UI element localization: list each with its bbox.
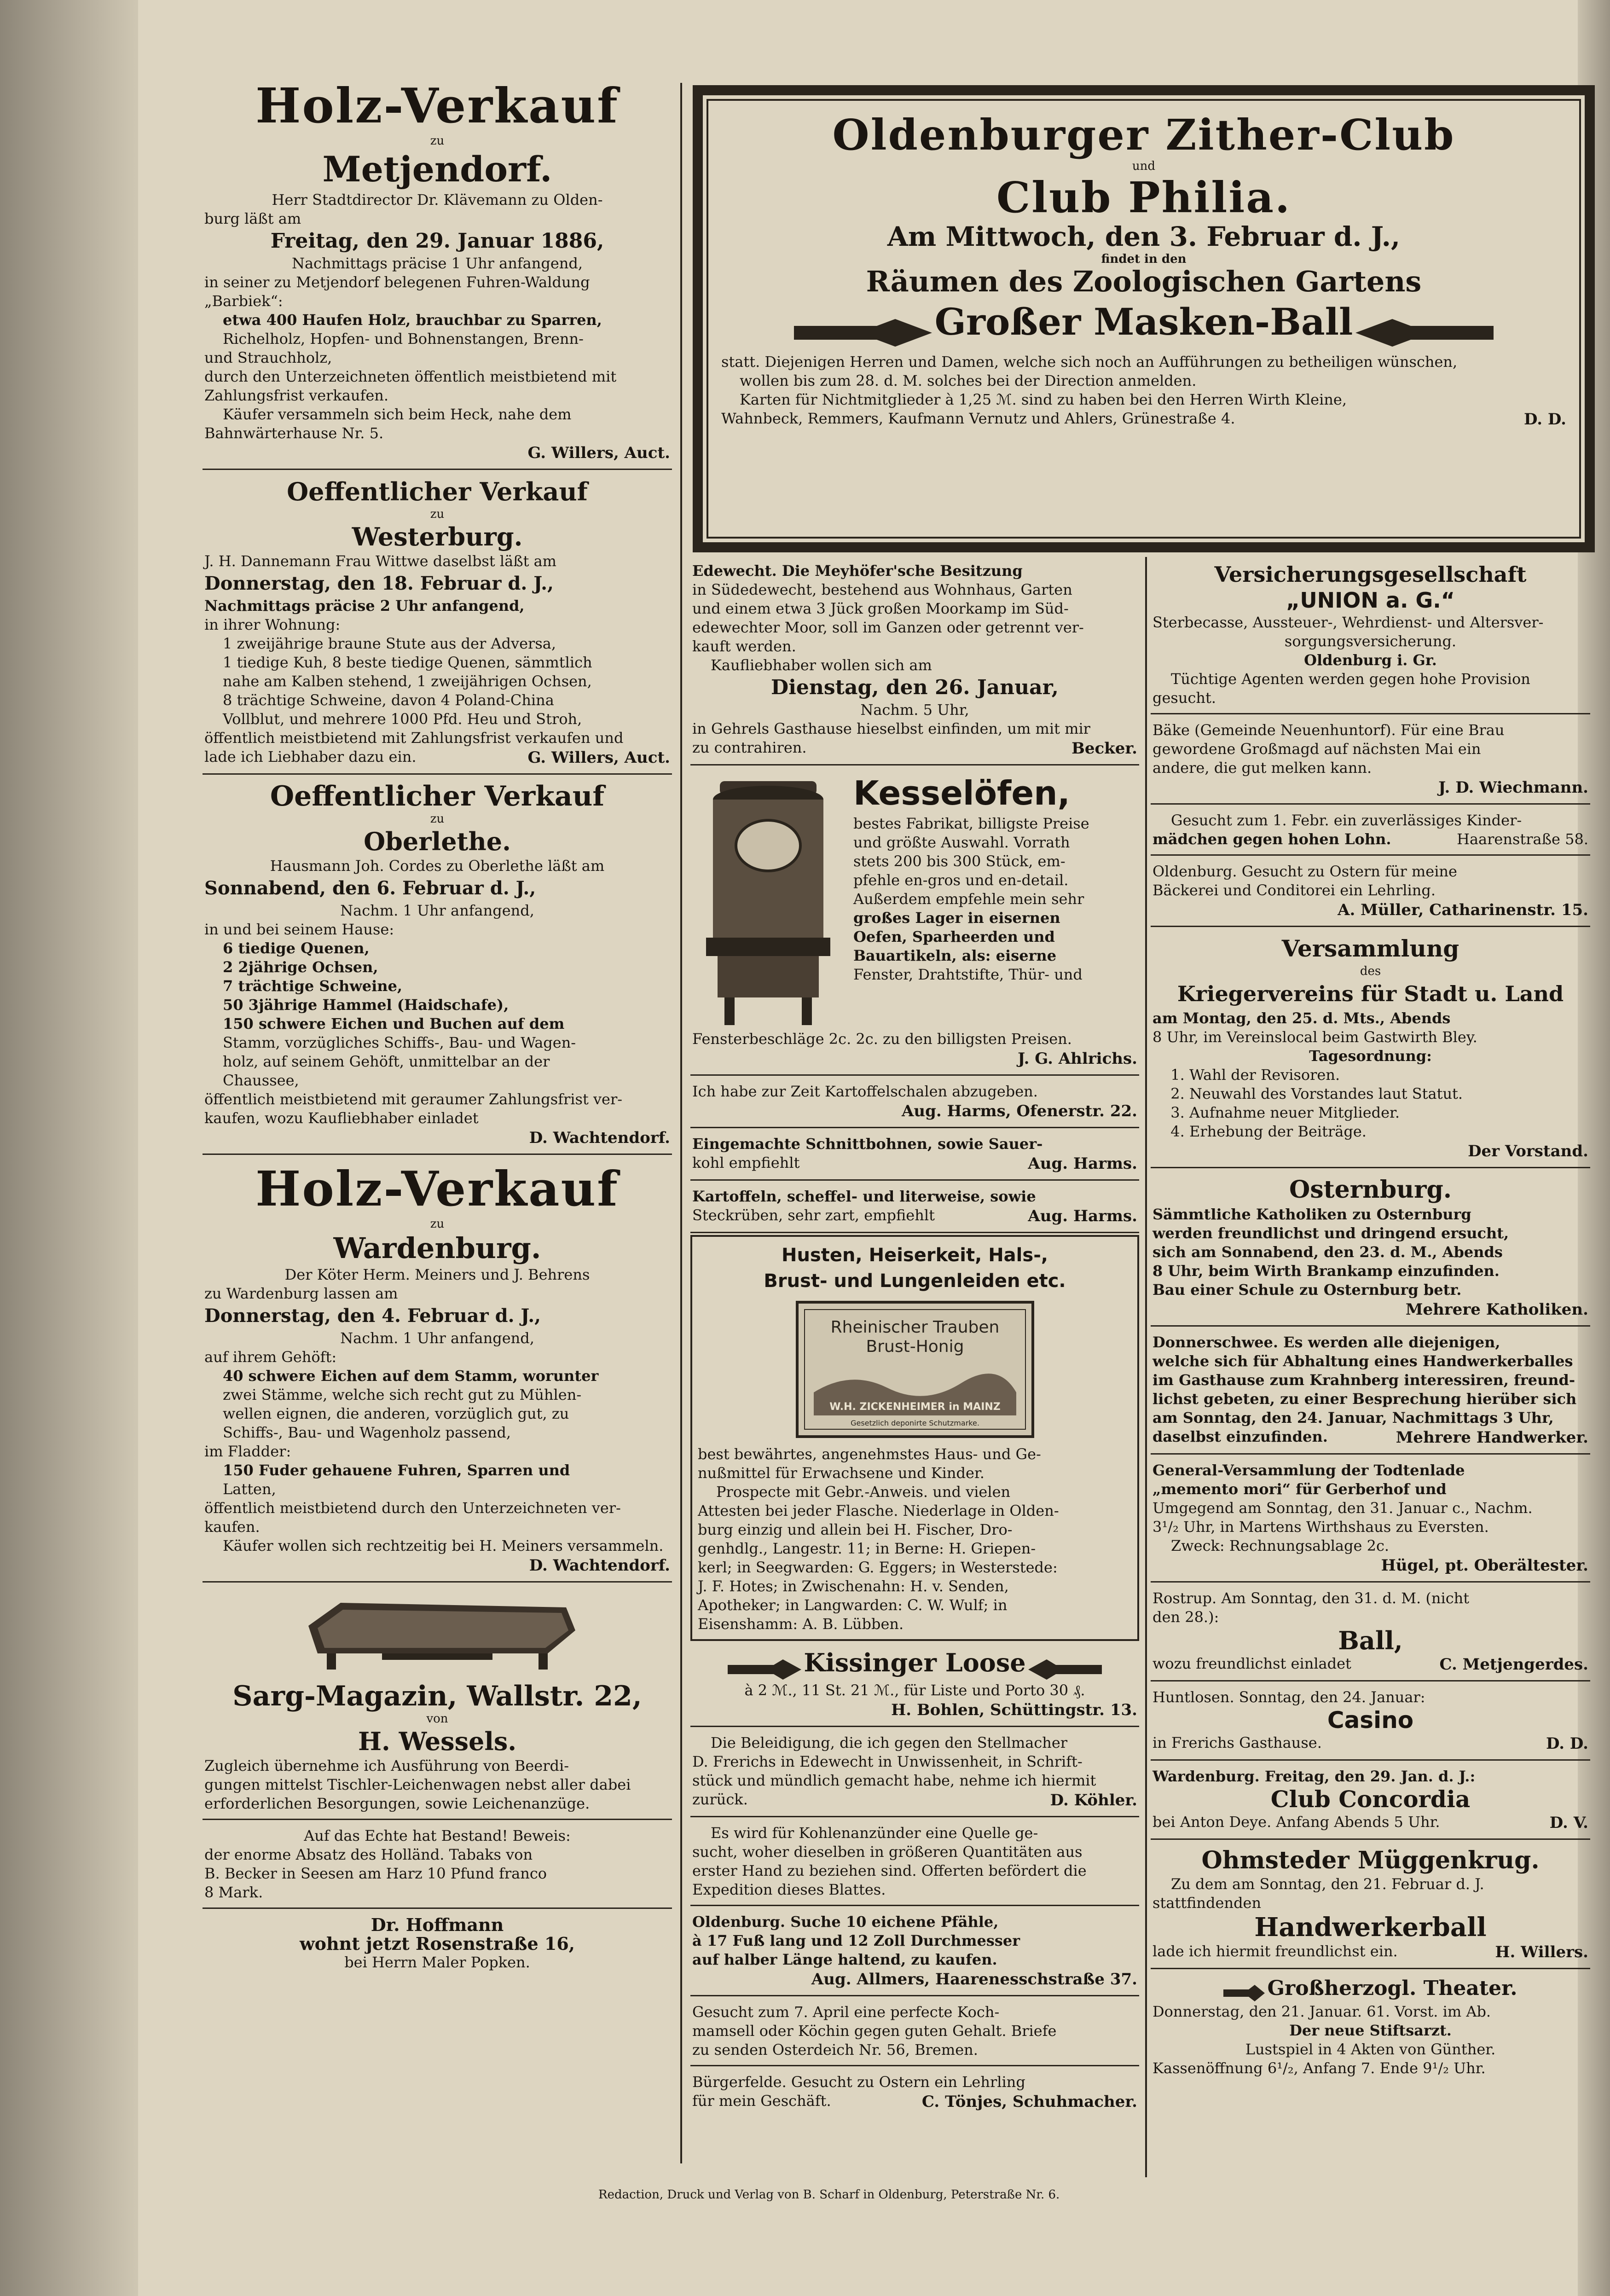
list-item: 2. Neuwahl des Vorstandes laut Statut. (1189, 1084, 1588, 1103)
ad-text: im Fladder: (204, 1443, 291, 1460)
ad-text: Tüchtige Agenten werden gegen hohe Provision (1171, 670, 1530, 688)
ad-text: Nachm. 1 Uhr anfangend, (340, 1329, 534, 1347)
ad-text: Die Beleidigung, die ich gegen den Stellmacher (711, 1734, 1068, 1751)
ad-text: Nachmittags präcise 2 Uhr anfangend, (204, 597, 525, 615)
ad-text: kauft werden. (692, 638, 796, 655)
ad-title: Casino (1327, 1707, 1414, 1734)
ad-signature: Haarenstraße 58. (1457, 830, 1588, 848)
ad-tabak (203, 1822, 672, 1909)
ad-name: H. Wessels. (358, 1727, 517, 1756)
ad-text: durch den Unterzeichneten öffentlich meistbietend mit (204, 368, 617, 385)
ad-text: Attesten bei jeder Flasche. Niederlage in Olden- (698, 1502, 1059, 1519)
ad-title: Ball, (1338, 1626, 1403, 1655)
ad-place: Oberlethe. (364, 827, 511, 856)
ad-text: „memento mori“ für Gerberhof und (1152, 1480, 1447, 1498)
ad-schnittbohnen (690, 1130, 1139, 1181)
ad-text: in ihrer Wohnung: (204, 616, 341, 633)
ad-text: stück und mündlich gemacht habe, nehme ich hiermit (692, 1771, 1096, 1789)
ad-text: Oefen, Sparheerden und (853, 928, 1055, 945)
ad-text: und einem etwa 3 Jück großen Moorkamp im Süd- (692, 600, 1069, 617)
ad-text: gungen mittelst Tischler-Leichenwagen nebst aller dabei (204, 1776, 631, 1793)
ad-signature: J. G. Ahlrichs. (1018, 1049, 1137, 1068)
ad-text: Tagesordnung: (1309, 1047, 1432, 1065)
ad-title: Sarg-Magazin, Wallstr. 22, (232, 1680, 642, 1712)
ad-text: Huntlosen. Sonntag, den 24. Januar: (1152, 1688, 1425, 1706)
ad-signature: D. D. (1523, 410, 1566, 429)
ad-text: etwa 400 Haufen Holz, brauchbar zu Sparren, (223, 311, 602, 329)
label-text: W.H. ZICKENHEIMER in MAINZ (829, 1401, 1001, 1413)
ad-text: Lustspiel in 4 Akten von Günther. (1245, 2040, 1496, 2058)
ad-title: Holz-Verkauf (255, 1160, 619, 1217)
ad-title: Ohmsteder Müggenkrug. (1201, 1846, 1540, 1874)
ad-text: Umgegend am Sonntag, den 31. Januar c., Nachm. (1152, 1499, 1533, 1517)
ad-text: B. Becker in Seesen am Harz 10 Pfund franco (204, 1865, 547, 1882)
list-item: 2 2jährige Ochsen, (223, 958, 378, 976)
ad-text: zwei Stämme, welche sich recht gut zu Mühlen- (223, 1386, 582, 1403)
pointing-hand-right-icon (728, 1658, 801, 1681)
ad-text: Herr Stadtdirector Dr. Klävemann zu Olden- (272, 191, 603, 209)
ad-text: Sämmtliche Katholiken zu Osternburg (1152, 1206, 1471, 1223)
ad-text: sich am Sonnabend, den 23. d. M., Abends (1152, 1243, 1503, 1261)
ad-text: am Sonntag, den 24. Januar, Nachmittags 3 Uhr, (1152, 1409, 1554, 1426)
ad-title: Osternburg. (1289, 1176, 1452, 1204)
ad-text: 8 Mark. (204, 1884, 263, 1901)
ad-text: Zu dem am Sonntag, den 21. Februar d. J. (1171, 1875, 1484, 1893)
agenda-list (1152, 1066, 1588, 1141)
ad-text: kerl; in Seegwarden: G. Eggers; in Westerstede: (698, 1559, 1058, 1576)
ad-place: Westerburg. (352, 522, 523, 551)
ad-baeckerei-lehrling (1151, 858, 1590, 927)
zu-text: zu (430, 134, 445, 148)
ad-club-concordia (1151, 1763, 1590, 1840)
ad-title: Oeffentlicher Verkauf (270, 780, 605, 812)
ad-text: Wardenburg. Freitag, den 29. Jan. d. J.: (1152, 1768, 1476, 1785)
ad-text: Eingemachte Schnittbohnen, sowie Sauer- (692, 1135, 1043, 1153)
ad-text: holz, auf seinem Gehöft, unmittelbar an der (223, 1053, 550, 1070)
ad-date: Freitag, den 29. Januar 1886, (270, 229, 604, 253)
ad-text: Bäckerei und Conditorei ein Lehrling. (1152, 881, 1436, 899)
ad-text: nußmittel für Erwachsene und Kinder. (698, 1464, 985, 1482)
ad-text: Der Köter Herm. Meiners und J. Behrens (284, 1266, 590, 1283)
ad-text: Eisenshamm: A. B. Lübben. (698, 1615, 904, 1633)
coffin-illustration (290, 1594, 585, 1676)
ad-edewecht (690, 557, 1139, 765)
book-spine-shadow (0, 0, 138, 2296)
ad-text: Donnerstag, den 21. Januar. 61. Vorst. im Ab. (1152, 2002, 1491, 2020)
ad-text: 8 trächtige Schweine, davon 4 Poland-China (223, 691, 554, 709)
ad-signature: C. Metjengerdes. (1439, 1655, 1588, 1674)
ad-text: 3¹/₂ Uhr, in Martens Wirthshaus zu Eversten. (1152, 1518, 1489, 1536)
ad-text: Fenster, Drahtstifte, Thür- und (853, 966, 1083, 983)
list-item: 6 tiedige Quenen, (223, 939, 370, 957)
ad-title: Holz-Verkauf (255, 77, 619, 134)
ad-signature: Aug. Allmers, Haarenesschstraße 37. (811, 1970, 1137, 1989)
label-text: Rheinischer Trauben (830, 1318, 999, 1337)
ad-text: großes Lager in eisernen (853, 909, 1060, 927)
ad-text: Käufer versammeln sich beim Heck, nahe dem (223, 406, 572, 423)
column-right (1151, 557, 1590, 2182)
ad-headline: Großer Masken-Ball (934, 300, 1353, 343)
ad-title: Husten, Heiserkeit, Hals-, (782, 1245, 1048, 1266)
ad-text: Nachm. 5 Uhr, (860, 701, 969, 719)
und-text: und (1132, 159, 1156, 173)
ad-text: und größte Auswahl. Vorrath (853, 834, 1070, 851)
ad-kohlenanzuender (690, 1819, 1139, 1906)
column-rule (1145, 557, 1147, 2177)
ad-text: zu contrahiren. (692, 739, 807, 756)
ad-text: bestes Fabrikat, billigste Preise (853, 815, 1089, 832)
ad-text: in Gehrels Gasthause hieselbst einfinden, um mit mir (692, 720, 1090, 737)
ad-text: öffentlich meistbietend durch den Unterzeichneten ver- (204, 1499, 621, 1517)
ad-text: Außerdem empfehle mein sehr (853, 890, 1084, 908)
ad-text: Kaufliebhaber wollen sich am (711, 656, 932, 674)
ad-text: im Gasthause zum Krahnberg interessiren, freund- (1152, 1371, 1575, 1389)
ad-text: zu Wardenburg lassen am (204, 1285, 398, 1302)
ad-koechin (690, 1998, 1139, 2066)
column-rule (680, 83, 682, 2163)
ad-text: andere, die gut melken kann. (1152, 759, 1372, 777)
ad-text: am Montag, den 25. d. Mts., Abends (1152, 1009, 1451, 1027)
ad-text: mädchen gegen hohen Lohn. (1152, 830, 1391, 848)
list-item: 4. Erhebung der Beiträge. (1189, 1122, 1588, 1141)
ad-text: Sterbecasse, Aussteuer-, Wehrdienst- und Altersver- (1152, 614, 1544, 631)
ad-text: Chaussee, (223, 1072, 299, 1089)
ad-place: Metjendorf. (322, 149, 552, 190)
ad-text: 150 Fuder gehauene Fuhren, Sparren und (223, 1461, 570, 1479)
ad-title: Großherzogl. Theater. (1267, 1977, 1517, 2000)
des-text: des (1360, 964, 1381, 978)
ad-text: kaufen. (204, 1518, 260, 1536)
ad-place: Wardenburg. (333, 1231, 541, 1265)
ad-title: Club Philia. (996, 173, 1291, 222)
ad-text: bei Herrn Maler Popken. (344, 1954, 530, 1971)
ad-text: Nachm. 1 Uhr anfangend, (340, 902, 534, 919)
ad-title: Handwerkerball (1254, 1912, 1487, 1942)
ad-text: sucht, woher dieselben in größeren Quantitäten aus (692, 1843, 1083, 1861)
ad-text: Hausmann Joh. Cordes zu Oberlethe läßt am (270, 857, 605, 875)
ad-text: „Barbiek“: (204, 292, 283, 310)
ad-text: Bäke (Gemeinde Neuenhuntorf). Für eine Brau (1152, 721, 1505, 739)
ad-text: Gesucht zum 7. April eine perfecte Koch- (692, 2003, 1000, 2021)
ad-text: wellen eignen, die anderen, vorzüglich gut, zu (223, 1405, 569, 1422)
ad-text: und Strauchholz, (204, 349, 332, 366)
ad-text: Richelholz, Hopfen- und Bohnenstangen, Brenn- (223, 330, 584, 348)
ad-text: nahe am Kalben stehend, 1 zweijährigen Ochsen, (223, 673, 592, 690)
ad-text: auf halber Länge haltend, zu kaufen. (692, 1950, 997, 1968)
ad-casino (1151, 1683, 1590, 1761)
column-left (203, 74, 672, 2163)
stove-illustration (692, 772, 844, 1030)
ad-signature: Aug. Harms. (1028, 1154, 1137, 1173)
ad-text: D. Frerichs in Edewecht in Unwissenheit, in Schrift- (692, 1752, 1083, 1770)
ad-sarg-magazin (203, 1584, 672, 1820)
ad-text: 8 Uhr, beim Wirth Brankamp einzufinden. (1152, 1262, 1500, 1280)
ad-verkauf-oberlethe (203, 777, 672, 1155)
ad-text: pfehle en-gros und en-detail. (853, 871, 1069, 889)
ad-signature: D. Wachtendorf. (529, 1556, 670, 1575)
ad-text: auf ihrem Gehöft: (204, 1348, 337, 1366)
ad-text: Zahlungsfrist verkaufen. (204, 387, 389, 404)
ad-text: der enorme Absatz des Holländ. Tabaks von (204, 1846, 533, 1863)
ad-text: in Südedewecht, bestehend aus Wohnhaus, Garten (692, 581, 1072, 598)
ad-holz-verkauf-metjendorf (203, 74, 672, 470)
ad-text: genhdlg., Langestr. 11; in Berne: H. Griepen- (698, 1540, 1036, 1557)
ad-text: Rostrup. Am Sonntag, den 31. d. M. (nicht (1152, 1589, 1470, 1607)
pointing-hand-left-icon (1355, 317, 1494, 349)
ad-date: Donnerstag, den 18. Februar d. J., (204, 573, 554, 594)
ad-text: Prospecte mit Gebr.-Anweis. und vielen (716, 1483, 1011, 1501)
ad-title: Oeffentlicher Verkauf (287, 477, 588, 506)
ad-text: Bahnwärterhause Nr. 5. (204, 424, 384, 442)
ad-verkauf-westerburg (203, 472, 672, 775)
ad-text: Kassenöffnung 6¹/₂, Anfang 7. Ende 9¹/₂ Uhr. (1152, 2059, 1486, 2077)
ad-text: General-Versammlung der Todtenlade (1152, 1461, 1465, 1479)
ad-text: lade ich Liebhaber dazu ein. (204, 748, 417, 765)
trademark-label-image (795, 1300, 1035, 1438)
ad-text: J. F. Hotes; in Zwischenahn: H. v. Senden, (698, 1577, 1009, 1595)
ad-text: Bürgerfelde. Gesucht zu Ostern ein Lehrling (692, 2073, 1025, 2091)
ad-text: Steckrüben, sehr zart, empfiehlt (692, 1206, 935, 1224)
ad-text: best bewährtes, angenehmstes Haus- und Ge- (698, 1445, 1041, 1463)
ad-text: kaufen, wozu Kaufliebhaber einladet (204, 1109, 479, 1127)
ad-kriegerverein (1151, 929, 1590, 1168)
ad-title: Versicherungsgesellschaft (1214, 562, 1527, 587)
list-item: 7 trächtige Schweine, (223, 977, 403, 995)
ad-kartoffelschalen (690, 1078, 1139, 1128)
ad-signature: Aug. Harms, Ofenerstr. 22. (901, 1102, 1137, 1120)
ad-beleidigung (690, 1729, 1139, 1817)
ad-text: Fensterbeschläge 2c. 2c. zu den billigsten Preisen. (692, 1030, 1072, 1048)
ad-text: zu senden Osterdeich Nr. 56, Bremen. (692, 2041, 978, 2058)
ad-text: öffentlich meistbietend mit geraumer Zahlungsfrist ver- (204, 1090, 623, 1108)
ad-text: Käufer wollen sich rechtzeitig bei H. Meiners versammeln. (223, 1537, 664, 1554)
ad-text: gesucht. (1152, 689, 1216, 707)
ad-pfaehle (690, 1908, 1139, 1996)
ad-signature: Mehrere Handwerker. (1396, 1428, 1588, 1447)
ad-signature: D. D. (1546, 1734, 1588, 1753)
ad-holz-verkauf-wardenburg (203, 1157, 672, 1583)
ad-text: in und bei seinem Hause: (204, 921, 394, 938)
ad-text: Apotheker; in Langwarden: C. W. Wulf; in (698, 1596, 1008, 1614)
ad-text: 8 Uhr, im Vereinslocal beim Gastwirth Bley. (1152, 1028, 1477, 1046)
ad-kindermaedchen (1151, 806, 1590, 856)
ad-title: Oldenburger Zither-Club (832, 110, 1455, 160)
ad-text: burg läßt am (204, 210, 301, 227)
ad-signature: A. Müller, Catharinenstr. 15. (1338, 901, 1588, 919)
ad-text: Karten für Nichtmitglieder à 1,25 ℳ. sind zu haben bei den Herren Wirth Kleine, (740, 390, 1347, 408)
imprint-footer: Redaction, Druck und Verlag von B. Scharf in Oldenburg, Peterstraße Nr. 6. (598, 2188, 1060, 2202)
ad-signature: J. D. Wiechmann. (1438, 778, 1588, 797)
ad-text: wozu freundlichst einladet (1152, 1655, 1351, 1672)
ad-text: Latten, (223, 1480, 276, 1498)
ad-text: Stamm, vorzügliches Schiffs-, Bau- und Wagen- (223, 1034, 576, 1051)
ad-signature: Aug. Harms. (1028, 1207, 1137, 1225)
ad-signature: H. Bohlen, Schüttingstr. 13. (891, 1700, 1137, 1719)
ad-text: edewechter Moor, soll im Ganzen oder getrennt ver- (692, 619, 1084, 636)
ad-theater (1151, 1971, 1590, 2083)
ad-text: Oldenburg. Suche 10 eichene Pfähle, (692, 1913, 999, 1931)
ad-date: Am Mittwoch, den 3. Februar d. J., (887, 221, 1401, 252)
ad-union-versicherung (1151, 557, 1590, 714)
ad-text: J. H. Dannemann Frau Wittwe daselbst läßt am (204, 552, 557, 570)
ad-signature: Hügel, pt. Oberältester. (1381, 1556, 1588, 1575)
ad-date: Sonnabend, den 6. Februar d. J., (204, 877, 536, 899)
ad-text: à 2 ℳ., 11 St. 21 ℳ., für Liste und Porto 30 ₰. (744, 1681, 1085, 1699)
ad-text: in seiner zu Metjendorf belegenen Fuhren-Waldung (204, 273, 590, 291)
ad-title: Club Concordia (1270, 1786, 1471, 1813)
ad-text: Zugleich übernehme ich Ausführung von Beerdi- (204, 1757, 569, 1774)
ad-title: Versammlung (1281, 935, 1459, 962)
ad-text: à 17 Fuß lang und 12 Zoll Durchmesser (692, 1931, 1020, 1949)
ad-text: Auf das Echte hat Bestand! Beweis: (304, 1827, 571, 1844)
zu-text: zu (430, 1217, 445, 1231)
pointing-hand-right-icon (1223, 1984, 1265, 2002)
ad-text: für mein Geschäft. (692, 2092, 831, 2110)
ad-text: werden freundlichst und dringend ersucht, (1152, 1224, 1509, 1242)
ad-text: sorgungsversicherung. (1284, 632, 1457, 650)
ad-text: erster Hand zu beziehen sind. Offerten befördert die (692, 1861, 1087, 1879)
ad-text: Nachmittags präcise 1 Uhr anfangend, (291, 255, 583, 272)
ad-text: mamsell oder Köchin gegen guten Gehalt. Briefe (692, 2022, 1057, 2040)
ad-text: findet in den (1101, 252, 1187, 266)
ad-text: Oldenburg i. Gr. (1304, 651, 1437, 669)
von-text: von (426, 1712, 448, 1726)
ad-text: wollen bis zum 28. d. M. solches bei der Direction anmelden. (740, 371, 1197, 389)
ad-text: in Frerichs Gasthause. (1152, 1734, 1322, 1751)
column-middle (690, 557, 1139, 2182)
ad-text: stets 200 bis 300 Stück, em- (853, 852, 1066, 870)
ad-title: „UNION a. G.“ (1286, 588, 1455, 613)
list-item: 3. Aufnahme neuer Mitglieder. (1189, 1103, 1588, 1122)
ad-text: Zweck: Rechnungsablage 2c. (1171, 1537, 1390, 1554)
pointing-hand-right-icon (794, 317, 932, 349)
ad-text: öffentlich meistbietend mit Zahlungsfrist verkaufen und (204, 729, 624, 747)
ad-subtitle: Räumen des Zoologischen Gartens (866, 265, 1422, 298)
ad-text: Es wird für Kohlenanzünder eine Quelle ge- (711, 1824, 1038, 1842)
ad-kissinger-loose (690, 1643, 1139, 1727)
ad-text: den 28.): (1152, 1608, 1219, 1626)
ad-kartoffeln (690, 1183, 1139, 1233)
ad-text: Edewecht. Die Meyhöfer'sche Besitzung (692, 562, 1023, 580)
list-item: 1. Wahl der Revisoren. (1189, 1066, 1588, 1084)
ad-text: zurück. (692, 1790, 748, 1808)
ad-memento-mori (1151, 1456, 1590, 1583)
ad-text: Expedition dieses Blattes. (692, 1880, 886, 1898)
ad-baeke (1151, 716, 1590, 805)
ad-text: burg einzig und allein bei H. Fischer, Dro- (698, 1521, 1013, 1538)
ad-text: wohnt jetzt Rosenstraße 16, (299, 1933, 575, 1954)
ad-signature: G. Willers, Auct. (527, 748, 670, 767)
ad-text: erforderlichen Besorgungen, sowie Leichenanzüge. (204, 1795, 590, 1812)
ad-text: lichst gebeten, zu einer Besprechung hierüber sich (1152, 1390, 1577, 1408)
ad-signature: H. Willers. (1495, 1943, 1588, 1961)
ad-kesseloefen (690, 767, 1139, 1076)
ad-text: Vollblut, und mehrere 1000 Pfd. Heu und Stroh, (223, 710, 582, 728)
ad-signature: D. V. (1549, 1814, 1588, 1832)
ad-title: Kriegervereins für Stadt u. Land (1177, 981, 1564, 1006)
ad-masken-ball (693, 85, 1595, 552)
ad-text: Gesucht zum 1. Febr. ein zuverlässiges Kinder- (1171, 812, 1522, 829)
ad-text: stattfindenden (1152, 1894, 1262, 1912)
ad-text: 1 tiedige Kuh, 8 beste tiedige Quenen, sämmtlich (223, 654, 592, 671)
ad-text: kohl empfiehlt (692, 1154, 800, 1171)
ad-signature: C. Tönjes, Schuhmacher. (921, 2092, 1137, 2111)
ad-donnerschwee (1151, 1328, 1590, 1455)
ad-brust-honig (690, 1235, 1139, 1641)
ad-text: Der neue Stiftsarzt. (1289, 2021, 1452, 2039)
ad-signature: D. Köhler. (1050, 1791, 1137, 1809)
ad-text: Bauartikeln, als: eiserne (853, 947, 1057, 964)
ad-title: Kissinger Loose (804, 1648, 1026, 1677)
ad-text: 40 schwere Eichen auf dem Stamm, worunter (223, 1367, 599, 1385)
ad-text: gewordene Großmagd auf nächsten Mai ein (1152, 740, 1481, 758)
ad-rostrup-ball (1151, 1584, 1590, 1681)
ad-buergerfelde (690, 2068, 1139, 2117)
zu-text: zu (430, 507, 445, 521)
ad-title: Kesselöfen, (853, 774, 1070, 812)
ad-signature: G. Willers, Auct. (527, 444, 670, 462)
ad-text: Bau einer Schule zu Osternburg betr. (1152, 1281, 1462, 1299)
ad-title: Brust- und Lungenleiden etc. (764, 1270, 1066, 1292)
ad-text: Dr. Hoffmann (371, 1914, 504, 1935)
ad-signature: D. Wachtendorf. (529, 1129, 670, 1147)
ad-text: 1 zweijährige braune Stute aus der Adversa, (223, 635, 556, 652)
ad-osternburg (1151, 1170, 1590, 1327)
ad-text: lade ich hiermit freundlichst ein. (1152, 1942, 1398, 1960)
ad-date: Dienstag, den 26. Januar, (771, 676, 1059, 699)
label-text: Brust-Honig (866, 1337, 964, 1356)
ad-signature: Becker. (1071, 739, 1137, 758)
ad-ohmsteder-mueggenkrug (1151, 1842, 1590, 1969)
ad-text: bei Anton Deye. Anfang Abends 5 Uhr. (1152, 1813, 1440, 1831)
pointing-hand-left-icon (1028, 1658, 1102, 1681)
ad-date: Donnerstag, den 4. Februar d. J., (204, 1305, 541, 1327)
ad-hoffmann (203, 1911, 672, 1977)
list-item: 50 3jährige Hammel (Haidschafe), (223, 996, 509, 1014)
ad-text: Wahnbeck, Remmers, Kaufmann Vernutz und Ahlers, Grünestraße 4. (721, 409, 1235, 427)
ad-signature: Der Vorstand. (1468, 1142, 1588, 1160)
ad-text: Kartoffeln, scheffel- und literweise, sowie (692, 1188, 1036, 1205)
zu-text: zu (430, 812, 445, 826)
ad-text: Ich habe zur Zeit Kartoffelschalen abzugeben. (692, 1083, 1038, 1100)
ad-text: statt. Diejenigen Herren und Damen, welche sich noch an Aufführungen zu betheiligen wünschen, (721, 353, 1458, 371)
ad-text: Schiffs-, Bau- und Wagenholz passend, (223, 1424, 511, 1441)
ad-text: Oldenburg. Gesucht zu Ostern für meine (1152, 863, 1457, 880)
ad-signature: Mehrere Katholiken. (1405, 1300, 1588, 1319)
ad-text: Donnerschwee. Es werden alle diejenigen, (1152, 1334, 1500, 1351)
ad-text: welche sich für Abhaltung eines Handwerkerballes (1152, 1352, 1573, 1370)
list-item: 150 schwere Eichen und Buchen auf dem (223, 1015, 565, 1032)
ad-text: daselbst einzufinden. (1152, 1428, 1328, 1445)
label-text: Gesetzlich deponirte Schutzmarke. (850, 1419, 979, 1427)
